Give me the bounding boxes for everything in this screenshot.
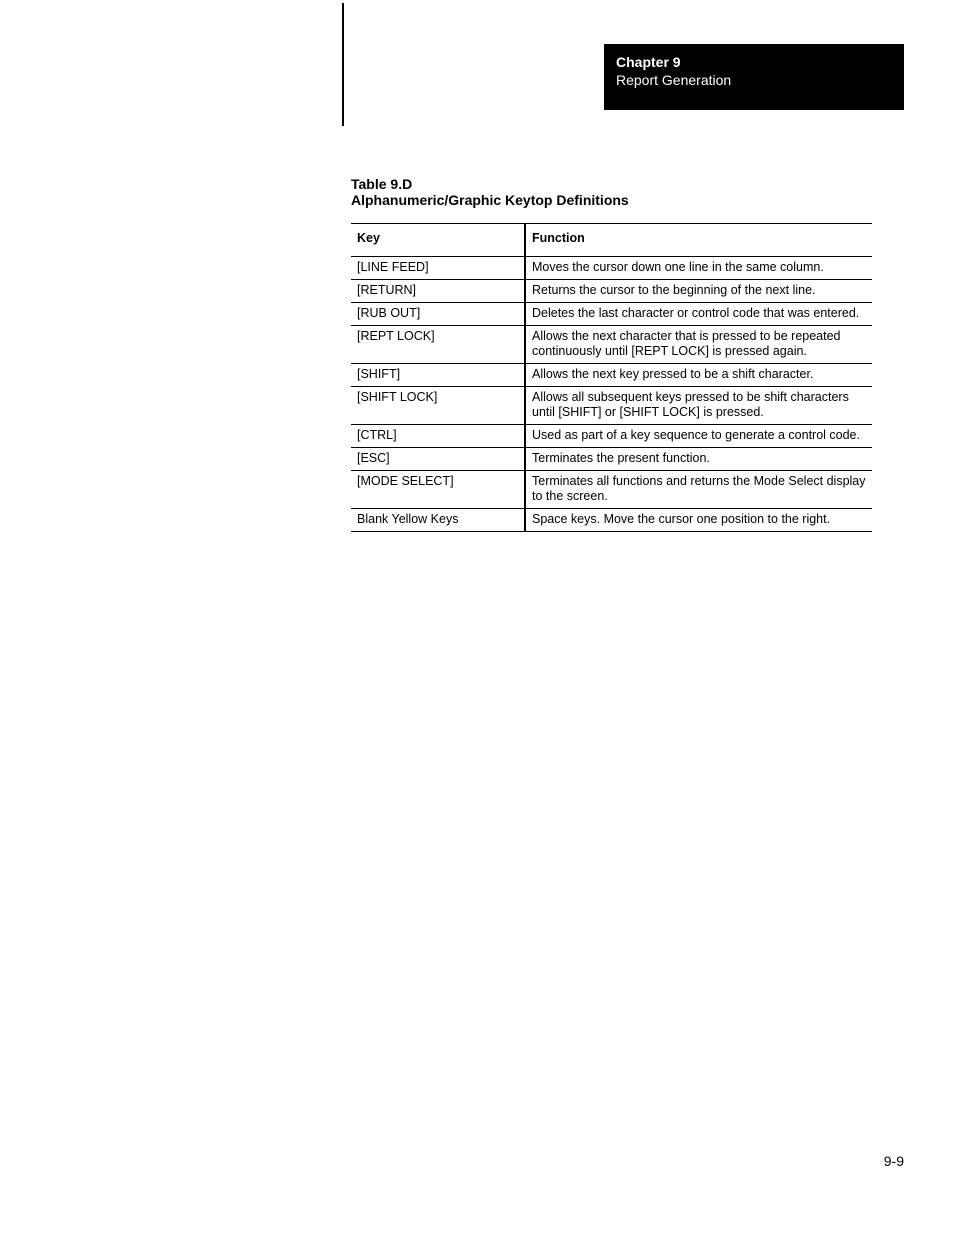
function-cell: Deletes the last character or control code that was entered. — [525, 303, 872, 326]
table-row — [351, 303, 872, 326]
key-cell: [RUB OUT] — [351, 303, 525, 326]
chapter-title: Chapter 9 — [616, 54, 681, 70]
function-cell: Space keys. Move the cursor one position to the right. — [525, 509, 872, 532]
key-cell: [CTRL] — [351, 425, 525, 448]
table-row — [351, 387, 872, 425]
key-cell: Blank Yellow Keys — [351, 509, 525, 532]
column-header-key: Key — [351, 224, 525, 257]
table-row — [351, 257, 872, 280]
function-cell: Moves the cursor down one line in the same column. — [525, 257, 872, 280]
chapter-header — [604, 44, 904, 110]
keytop-table — [351, 223, 872, 532]
function-cell: Allows the next key pressed to be a shift character. — [525, 364, 872, 387]
table-row — [351, 364, 872, 387]
table-number: Table 9.D — [351, 176, 413, 192]
table-row — [351, 471, 872, 509]
chapter-section: Report Generation — [616, 72, 732, 88]
key-cell: [ESC] — [351, 448, 525, 471]
key-cell: [SHIFT] — [351, 364, 525, 387]
table-row — [351, 425, 872, 448]
page-number: 9-9 — [883, 1153, 904, 1169]
key-cell: [RETURN] — [351, 280, 525, 303]
table-row — [351, 326, 872, 364]
table-caption — [351, 176, 629, 208]
key-cell: [MODE SELECT] — [351, 471, 525, 509]
key-cell: [SHIFT LOCK] — [351, 387, 525, 425]
key-cell: [REPT LOCK] — [351, 326, 525, 364]
function-cell: Terminates the present function. — [525, 448, 872, 471]
margin-rule — [342, 3, 344, 126]
function-cell: Allows all subsequent keys pressed to be shift characters until [SHIFT] or [SHIFT LOCK] is pressed. — [525, 387, 872, 425]
table-title: Alphanumeric/Graphic Keytop Definitions — [351, 192, 629, 208]
key-cell: [LINE FEED] — [351, 257, 525, 280]
function-cell: Returns the cursor to the beginning of the next line. — [525, 280, 872, 303]
function-cell: Used as part of a key sequence to generate a control code. — [525, 425, 872, 448]
table-row — [351, 280, 872, 303]
table-row — [351, 448, 872, 471]
table-header-row — [351, 224, 872, 257]
function-cell: Allows the next character that is pressed to be repeated continuously until [REPT LOCK] is pressed again. — [525, 326, 872, 364]
function-cell: Terminates all functions and returns the Mode Select display to the screen. — [525, 471, 872, 509]
column-header-function: Function — [525, 224, 872, 257]
table-row — [351, 509, 872, 532]
